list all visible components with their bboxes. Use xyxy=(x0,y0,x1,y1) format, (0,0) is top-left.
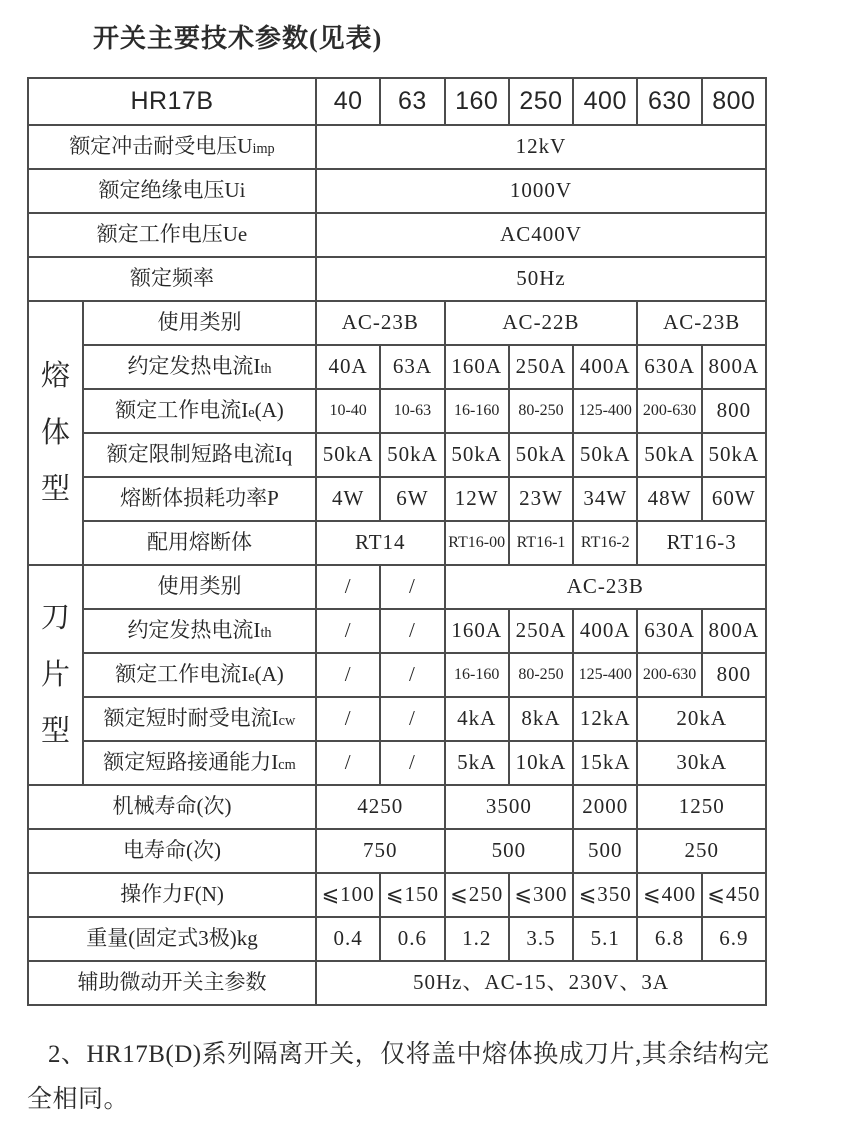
operating-force-value: ⩽400 xyxy=(637,873,701,917)
value-ui: 1000V xyxy=(316,169,766,213)
operating-force-value: ⩽150 xyxy=(380,873,444,917)
blade-ie-value: 16-160 xyxy=(445,653,509,697)
weight-value: 3.5 xyxy=(509,917,573,961)
operating-force-value: ⩽250 xyxy=(445,873,509,917)
label-elec-life: 电寿命(次) xyxy=(28,829,316,873)
operating-force-value: ⩽450 xyxy=(702,873,766,917)
blade-icm-value: / xyxy=(316,741,380,785)
operating-force-value: ⩽300 xyxy=(509,873,573,917)
table-row xyxy=(28,565,766,609)
spec-table xyxy=(27,77,767,1006)
operating-force-value: ⩽350 xyxy=(573,873,637,917)
mech-life-value: 3500 xyxy=(445,785,574,829)
fuse-ie-value: 200-630 xyxy=(637,389,701,433)
elec-life-value: 500 xyxy=(573,829,637,873)
blade-icw-value: / xyxy=(316,697,380,741)
label-ui: 额定绝缘电压Ui xyxy=(28,169,316,213)
blade-ith-value: 630A xyxy=(637,609,701,653)
label-fuselink: 配用熔断体 xyxy=(83,521,316,565)
weight-value: 6.8 xyxy=(637,917,701,961)
table-row xyxy=(28,257,766,301)
size-header: 400 xyxy=(573,78,637,125)
label-fuse-ie-post: (A) xyxy=(254,398,284,423)
weight-value: 0.4 xyxy=(316,917,380,961)
fuse-power-value: 48W xyxy=(637,477,701,521)
blade-icm-value: 10kA xyxy=(509,741,573,785)
blade-ie-value: 200-630 xyxy=(637,653,701,697)
elec-life-value: 250 xyxy=(637,829,766,873)
label-fuse-category: 使用类别 xyxy=(83,301,316,345)
table-row xyxy=(28,169,766,213)
table-row xyxy=(28,301,766,345)
fuse-iq-value: 50kA xyxy=(445,433,509,477)
weight-value: 5.1 xyxy=(573,917,637,961)
fuse-ie-value: 800 xyxy=(702,389,766,433)
table-row xyxy=(28,521,766,565)
label-fuse-ith xyxy=(83,345,316,389)
fuse-power-value: 12W xyxy=(445,477,509,521)
model-header: HR17B xyxy=(28,78,316,125)
value-freq: 50Hz xyxy=(316,257,766,301)
table-row xyxy=(28,78,766,125)
fuse-power-value: 60W xyxy=(702,477,766,521)
table-row xyxy=(28,125,766,169)
label-blade-ie-text: 额定工作电流I xyxy=(115,662,249,687)
blade-icw-value: 12kA xyxy=(573,697,637,741)
fuse-ith-value: 630A xyxy=(637,345,701,389)
table-row xyxy=(28,961,766,1005)
blade-icm-value: 5kA xyxy=(445,741,509,785)
size-header: 250 xyxy=(509,78,573,125)
table-row xyxy=(28,873,766,917)
group-blade-type xyxy=(28,565,83,785)
value-ue: AC400V xyxy=(316,213,766,257)
blade-ie-value: 800 xyxy=(702,653,766,697)
size-header: 40 xyxy=(316,78,380,125)
table-row xyxy=(28,697,766,741)
label-weight: 重量(固定式3极)kg xyxy=(28,917,316,961)
fuse-power-value: 4W xyxy=(316,477,380,521)
fuse-ith-value: 160A xyxy=(445,345,509,389)
blade-icw-value: / xyxy=(380,697,444,741)
blade-ie-value: 80-250 xyxy=(509,653,573,697)
fuse-iq-value: 50kA xyxy=(637,433,701,477)
group-blade-type-text: 刀片型 xyxy=(40,602,70,748)
mech-life-value: 4250 xyxy=(316,785,445,829)
label-blade-ith-text: 约定发热电流I xyxy=(127,618,261,643)
fuse-iq-value: 50kA xyxy=(509,433,573,477)
fuse-ith-value: 250A xyxy=(509,345,573,389)
blade-ith-value: / xyxy=(316,609,380,653)
table-row xyxy=(28,653,766,697)
fuse-power-value: 34W xyxy=(573,477,637,521)
fuse-ith-value: 63A xyxy=(380,345,444,389)
blade-ith-value: 160A xyxy=(445,609,509,653)
blade-icm-value: 15kA xyxy=(573,741,637,785)
label-blade-icw xyxy=(83,697,316,741)
table-row xyxy=(28,345,766,389)
weight-value: 0.6 xyxy=(380,917,444,961)
blade-icm-value: / xyxy=(380,741,444,785)
size-header: 63 xyxy=(380,78,444,125)
label-ue: 额定工作电压Ue xyxy=(28,213,316,257)
blade-ie-value: / xyxy=(380,653,444,697)
label-fuse-iq: 额定限制短路电流Iq xyxy=(83,433,316,477)
fuse-power-value: 6W xyxy=(380,477,444,521)
table-row xyxy=(28,609,766,653)
table-row xyxy=(28,829,766,873)
label-blade-category: 使用类别 xyxy=(83,565,316,609)
table-row xyxy=(28,389,766,433)
label-blade-ith-sub: th xyxy=(260,625,272,642)
label-fuse-power: 熔断体损耗功率P xyxy=(83,477,316,521)
mech-life-value: 2000 xyxy=(573,785,637,829)
table-row xyxy=(28,477,766,521)
elec-life-value: 750 xyxy=(316,829,445,873)
label-blade-ie xyxy=(83,653,316,697)
blade-icm-value: 30kA xyxy=(637,741,766,785)
fuse-iq-value: 50kA xyxy=(573,433,637,477)
table-row xyxy=(28,213,766,257)
elec-life-value: 500 xyxy=(445,829,574,873)
value-uimp: 12kV xyxy=(316,125,766,169)
label-aux-switch: 辅助微动开关主参数 xyxy=(28,961,316,1005)
table-row xyxy=(28,785,766,829)
label-blade-icw-sub: cw xyxy=(278,713,296,730)
label-mech-life: 机械寿命(次) xyxy=(28,785,316,829)
label-fuse-ith-text: 约定发热电流I xyxy=(127,354,261,379)
blade-category-value: / xyxy=(316,565,380,609)
group-fuse-type-text: 熔体型 xyxy=(40,360,70,506)
size-header: 160 xyxy=(445,78,509,125)
blade-ith-value: / xyxy=(380,609,444,653)
label-blade-ie-post: (A) xyxy=(254,662,284,687)
size-header: 800 xyxy=(702,78,766,125)
size-header: 630 xyxy=(637,78,701,125)
label-fuse-ie-sub: e xyxy=(248,405,255,422)
table-row xyxy=(28,433,766,477)
fuse-ith-value: 800A xyxy=(702,345,766,389)
fuse-ie-value: 16-160 xyxy=(445,389,509,433)
label-blade-ith xyxy=(83,609,316,653)
page-title: 开关主要技术参数(见表) xyxy=(93,24,383,53)
fuselink-value: RT14 xyxy=(316,521,445,565)
label-fuse-ie-text: 额定工作电流I xyxy=(115,398,249,423)
table-row xyxy=(28,741,766,785)
fuse-ie-value: 80-250 xyxy=(509,389,573,433)
fuse-category-value: AC-23B xyxy=(637,301,766,345)
blade-ith-value: 400A xyxy=(573,609,637,653)
fuse-iq-value: 50kA xyxy=(702,433,766,477)
blade-icw-value: 8kA xyxy=(509,697,573,741)
label-blade-icm xyxy=(83,741,316,785)
footnote: 2、HR17B(D)系列隔离开关，仅将盖中熔体换成刀片,其余结构完全相同。 xyxy=(27,1041,770,1113)
label-uimp-sub: imp xyxy=(252,141,275,158)
aux-switch-value: 50Hz、AC-15、230V、3A xyxy=(316,961,766,1005)
table-row xyxy=(28,917,766,961)
fuse-ie-value: 10-40 xyxy=(316,389,380,433)
fuse-power-value: 23W xyxy=(509,477,573,521)
blade-category-value: / xyxy=(380,565,444,609)
label-blade-icm-text: 额定短路接通能力I xyxy=(103,750,279,775)
fuselink-value: RT16-2 xyxy=(573,521,637,565)
label-uimp-text: 额定冲击耐受电压U xyxy=(69,134,253,159)
weight-value: 1.2 xyxy=(445,917,509,961)
label-blade-icm-sub: cm xyxy=(278,757,296,774)
label-freq: 额定频率 xyxy=(28,257,316,301)
blade-category-value: AC-23B xyxy=(445,565,766,609)
fuse-ith-value: 40A xyxy=(316,345,380,389)
fuselink-value: RT16-00 xyxy=(445,521,509,565)
fuse-category-value: AC-22B xyxy=(445,301,638,345)
label-operating-force: 操作力F(N) xyxy=(28,873,316,917)
blade-ie-value: / xyxy=(316,653,380,697)
fuse-iq-value: 50kA xyxy=(380,433,444,477)
blade-ith-value: 250A xyxy=(509,609,573,653)
label-blade-ie-sub: e xyxy=(248,669,255,686)
weight-value: 6.9 xyxy=(702,917,766,961)
blade-icw-value: 20kA xyxy=(637,697,766,741)
blade-icw-value: 4kA xyxy=(445,697,509,741)
fuselink-value: RT16-1 xyxy=(509,521,573,565)
fuse-ith-value: 400A xyxy=(573,345,637,389)
label-blade-icw-text: 额定短时耐受电流I xyxy=(103,706,279,731)
mech-life-value: 1250 xyxy=(637,785,766,829)
fuse-category-value: AC-23B xyxy=(316,301,445,345)
operating-force-value: ⩽100 xyxy=(316,873,380,917)
fuse-iq-value: 50kA xyxy=(316,433,380,477)
label-fuse-ith-sub: th xyxy=(260,361,272,378)
fuse-ie-value: 125-400 xyxy=(573,389,637,433)
blade-ith-value: 800A xyxy=(702,609,766,653)
blade-ie-value: 125-400 xyxy=(573,653,637,697)
label-fuse-ie xyxy=(83,389,316,433)
label-uimp xyxy=(28,125,316,169)
fuse-ie-value: 10-63 xyxy=(380,389,444,433)
fuselink-value: RT16-3 xyxy=(637,521,766,565)
group-fuse-type xyxy=(28,301,83,565)
